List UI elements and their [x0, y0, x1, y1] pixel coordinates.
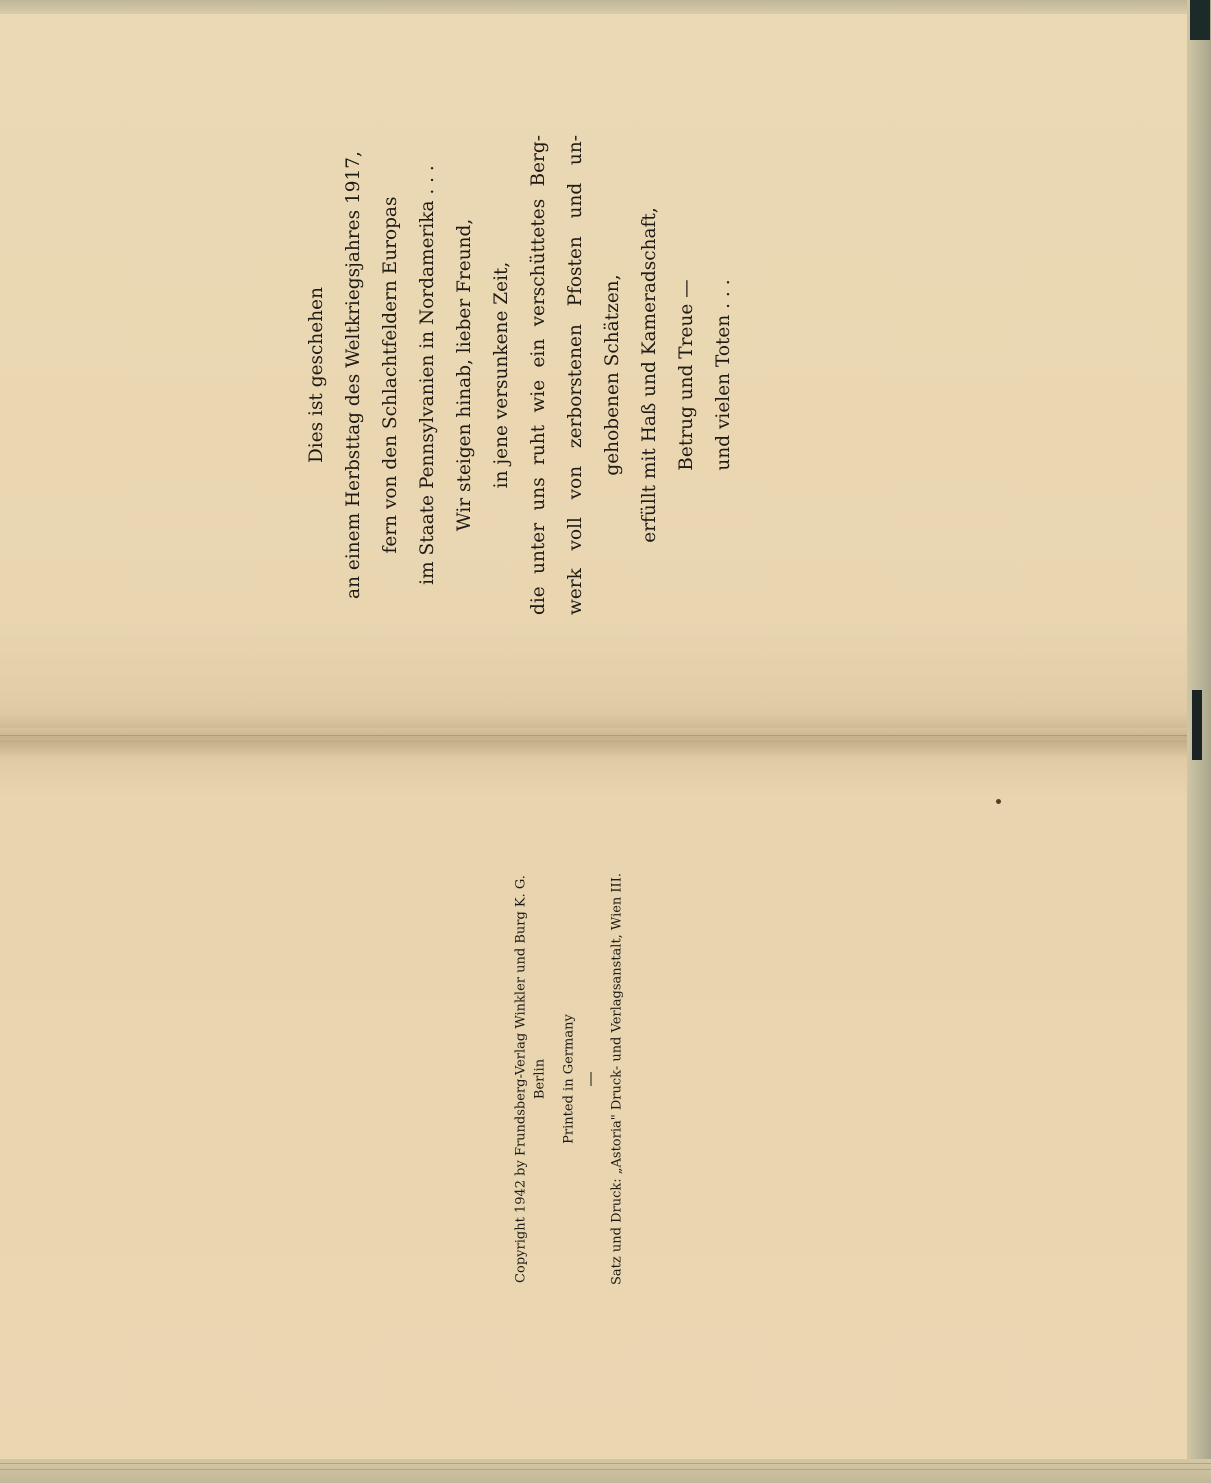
cover-corner	[1190, 0, 1210, 40]
poem-line: Wir steigen hinab, lieber Freund,	[454, 218, 475, 532]
divider	[591, 1072, 592, 1086]
poem-line: Betrug und Treue —	[676, 279, 697, 471]
poem-text	[298, 135, 742, 615]
poem-line: in jene versunkene Zeit,	[491, 261, 512, 489]
cover-bottom-edge	[0, 1459, 1211, 1483]
cover-top-edge	[0, 0, 1211, 14]
colophon	[512, 769, 627, 1389]
copyright-line: Copyright 1942 by Frundsberg-Verlag Winkler und Burg K. G.	[513, 875, 529, 1283]
publisher-city: Berlin	[532, 1058, 548, 1100]
poem-line: Dies ist geschehen	[306, 286, 327, 464]
printer-line: Satz und Druck: „Astoria" Druck- und Verlagsanstalt, Wien III.	[609, 873, 625, 1285]
poem-line: die unter uns ruht wie ein verschüttetes Berg-	[528, 135, 549, 615]
spacer	[550, 769, 560, 1389]
poem-line: werk voll von zerborstenen Pfosten und un-	[565, 135, 586, 615]
spine-shadow	[1192, 690, 1202, 760]
poem-line: im Staate Pennsylvanien in Nordamerika . . .	[417, 165, 438, 585]
poem-line: an einem Herbsttag des Weltkriegsjahres 1917,	[343, 151, 364, 599]
poem-line: und vielen Toten . . .	[713, 279, 734, 471]
printed-in-line: Printed in Germany	[561, 1014, 577, 1144]
paper-speck	[996, 799, 1001, 804]
fold-line	[0, 735, 1192, 736]
poem-line: erfüllt mit Haß und Kameradschaft,	[639, 207, 660, 543]
poem-line: fern von den Schlachtfeldern Europas	[380, 196, 401, 554]
poem-line: gehobenen Schätzen,	[602, 274, 623, 476]
